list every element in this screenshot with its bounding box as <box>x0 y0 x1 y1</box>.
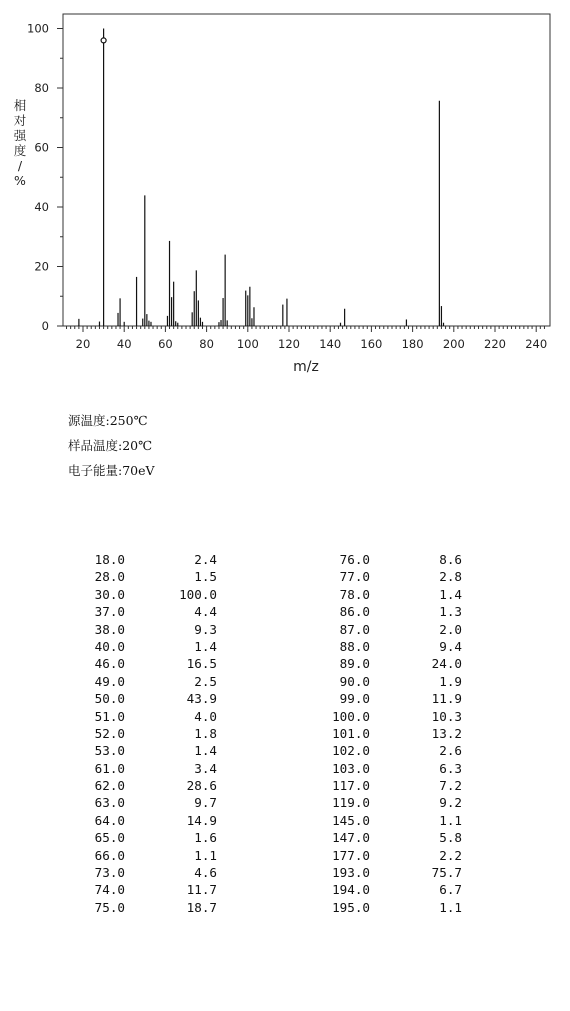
peak-row <box>314 655 462 672</box>
peak-abundance: 1.1 <box>194 847 217 863</box>
peak-abundance: 16.5 <box>186 656 217 672</box>
peak-abundance: 4.6 <box>194 865 217 881</box>
peak-abundance: 11.9 <box>431 691 462 707</box>
x-tick-label: 240 <box>525 337 548 351</box>
peak-mz: 119.0 <box>332 795 370 811</box>
peak-mz: 177.0 <box>332 847 370 863</box>
peak-abundance: 9.2 <box>439 795 462 811</box>
peak-abundance: 14.9 <box>186 812 217 828</box>
peak-abundance: 28.6 <box>186 778 217 794</box>
y-tick-label: 60 <box>34 140 49 155</box>
x-tick-label: 180 <box>401 337 424 351</box>
peak-row <box>69 864 217 881</box>
peak-abundance: 2.5 <box>194 673 217 689</box>
peak-abundance: 1.4 <box>194 743 217 759</box>
peak-row <box>69 899 217 916</box>
peak-mz: 63.0 <box>94 795 125 811</box>
peak-abundance: 7.2 <box>439 778 462 794</box>
peak-mz: 46.0 <box>94 656 125 672</box>
peak-row <box>314 568 462 585</box>
x-tick-label: 60 <box>158 337 173 351</box>
peak-abundance: 6.3 <box>439 760 462 776</box>
peak-mz: 53.0 <box>94 743 125 759</box>
peak-mz: 61.0 <box>94 760 125 776</box>
peak-mz: 28.0 <box>94 569 125 585</box>
peak-mz: 52.0 <box>94 725 125 741</box>
peak-abundance: 1.5 <box>194 569 217 585</box>
y-axis-label: 相对强度/ % <box>13 98 27 188</box>
peak-row <box>314 551 462 568</box>
peak-abundance: 1.1 <box>439 812 462 828</box>
y-tick-label: 100 <box>27 21 49 36</box>
peak-mz: 194.0 <box>332 882 370 898</box>
peak-row <box>314 621 462 638</box>
peak-abundance: 9.7 <box>194 795 217 811</box>
x-tick-label: 120 <box>278 337 300 351</box>
peak-mz: 62.0 <box>94 778 125 794</box>
peak-table-left <box>69 551 217 916</box>
peak-abundance: 1.8 <box>194 725 217 741</box>
peak-mz: 75.0 <box>94 899 125 915</box>
peak-mz: 101.0 <box>332 725 370 741</box>
peak-abundance: 2.4 <box>194 552 217 567</box>
peak-row <box>314 725 462 742</box>
x-tick-label: 40 <box>116 337 132 351</box>
peak-mz: 64.0 <box>94 812 125 828</box>
peak-mz: 103.0 <box>332 760 370 776</box>
peak-mz: 30.0 <box>94 586 125 602</box>
peak-abundance: 1.4 <box>194 638 217 654</box>
peak-row <box>69 777 217 794</box>
peak-abundance: 2.8 <box>439 569 462 585</box>
peak-abundance: 1.9 <box>439 673 462 689</box>
peak-abundance: 24.0 <box>431 656 462 672</box>
peak-row <box>314 742 462 759</box>
peak-row <box>69 708 217 725</box>
peak-mz: 76.0 <box>339 552 370 567</box>
peak-mz: 40.0 <box>94 638 125 654</box>
peak-abundance: 2.2 <box>439 847 462 863</box>
peak-abundance: 4.0 <box>194 708 217 724</box>
peak-row <box>314 673 462 690</box>
peak-row <box>314 708 462 725</box>
peak-abundance: 4.4 <box>194 604 217 620</box>
peak-abundance: 1.3 <box>439 604 462 620</box>
peak-row <box>69 655 217 672</box>
peak-abundance: 75.7 <box>431 865 462 881</box>
peak-abundance: 1.1 <box>439 899 462 915</box>
peak-mz: 66.0 <box>94 847 125 863</box>
peak-row <box>69 673 217 690</box>
peak-mz: 100.0 <box>332 708 370 724</box>
peak-mz: 18.0 <box>94 552 125 567</box>
x-tick-label: 20 <box>75 337 91 351</box>
peak-abundance: 2.0 <box>439 621 462 637</box>
peak-mz: 117.0 <box>332 778 370 794</box>
x-axis-label: m/z <box>293 359 319 375</box>
peak-row <box>314 760 462 777</box>
spectrum-bars <box>79 29 444 327</box>
peak-mz: 77.0 <box>339 569 370 585</box>
peak-abundance: 100.0 <box>179 586 217 602</box>
base-peak-marker <box>101 38 106 43</box>
peak-mz: 195.0 <box>332 899 370 915</box>
x-tick-label: 200 <box>442 337 465 351</box>
peak-row <box>314 864 462 881</box>
peak-abundance: 43.9 <box>186 691 217 707</box>
peak-mz: 145.0 <box>332 812 370 828</box>
peak-row <box>314 812 462 829</box>
peak-row <box>69 621 217 638</box>
peak-row <box>314 829 462 846</box>
peak-abundance: 8.6 <box>439 552 462 567</box>
peak-row <box>69 881 217 898</box>
peak-mz: 99.0 <box>339 691 370 707</box>
peak-row <box>314 638 462 655</box>
peak-mz: 90.0 <box>339 673 370 689</box>
peak-row <box>69 812 217 829</box>
peak-row <box>69 603 217 620</box>
peak-mz: 50.0 <box>94 691 125 707</box>
y-tick-label: 80 <box>34 81 49 95</box>
peak-row <box>314 603 462 620</box>
peak-row <box>69 586 217 603</box>
electron-energy: 电子能量:70eV <box>68 463 155 478</box>
peak-row <box>314 881 462 898</box>
peak-abundance: 1.6 <box>194 830 217 846</box>
y-tick-label: 20 <box>34 259 49 274</box>
source-temperature: 源温度:250℃ <box>68 413 148 428</box>
peak-row <box>314 899 462 916</box>
peak-mz: 86.0 <box>339 604 370 620</box>
peak-mz: 88.0 <box>339 638 370 654</box>
peak-row <box>69 638 217 655</box>
peak-mz: 147.0 <box>332 830 370 846</box>
peak-row <box>69 847 217 864</box>
x-axis <box>67 326 548 351</box>
peak-abundance: 3.4 <box>194 760 217 776</box>
peak-mz: 38.0 <box>94 621 125 637</box>
x-tick-label: 160 <box>360 337 383 351</box>
peak-mz: 37.0 <box>94 604 125 620</box>
peak-row <box>69 568 217 585</box>
peak-mz: 102.0 <box>332 743 370 759</box>
peak-mz: 49.0 <box>94 673 125 689</box>
x-tick-label: 80 <box>199 337 214 351</box>
peak-mz: 78.0 <box>339 586 370 602</box>
peak-row <box>314 777 462 794</box>
peak-abundance: 6.7 <box>439 882 462 898</box>
peak-row <box>69 829 217 846</box>
peak-row <box>314 847 462 864</box>
peak-row <box>314 690 462 707</box>
peak-abundance: 9.4 <box>439 638 462 654</box>
peak-mz: 89.0 <box>339 656 370 672</box>
x-tick-label: 140 <box>319 337 342 351</box>
peak-row <box>69 551 217 568</box>
x-tick-label: 220 <box>484 337 506 351</box>
y-axis <box>27 22 63 334</box>
peak-abundance: 9.3 <box>194 621 217 637</box>
peak-row <box>69 725 217 742</box>
peak-abundance: 5.8 <box>439 830 462 846</box>
peak-mz: 193.0 <box>332 865 370 881</box>
peak-mz: 87.0 <box>339 621 370 637</box>
peak-mz: 51.0 <box>94 708 125 724</box>
sample-temperature: 样品温度:20℃ <box>68 438 153 453</box>
peak-abundance: 13.2 <box>431 725 462 741</box>
y-tick-label: 0 <box>41 319 49 333</box>
peak-abundance: 2.6 <box>439 743 462 759</box>
peak-mz: 74.0 <box>94 882 125 898</box>
peak-row <box>69 760 217 777</box>
peak-abundance: 10.3 <box>431 708 462 724</box>
peak-row <box>69 794 217 811</box>
peak-mz: 65.0 <box>94 830 125 846</box>
peak-mz: 73.0 <box>94 865 125 881</box>
peak-row <box>314 586 462 603</box>
peak-row <box>69 742 217 759</box>
peak-table-right <box>314 551 462 916</box>
peak-abundance: 11.7 <box>186 882 217 898</box>
peak-abundance: 18.7 <box>186 899 217 915</box>
y-tick-label: 40 <box>34 200 49 214</box>
x-tick-label: 100 <box>236 337 259 351</box>
mass-spectrum-chart <box>0 0 570 390</box>
peak-abundance: 1.4 <box>439 586 462 602</box>
peak-row <box>69 690 217 707</box>
peak-row <box>314 794 462 811</box>
